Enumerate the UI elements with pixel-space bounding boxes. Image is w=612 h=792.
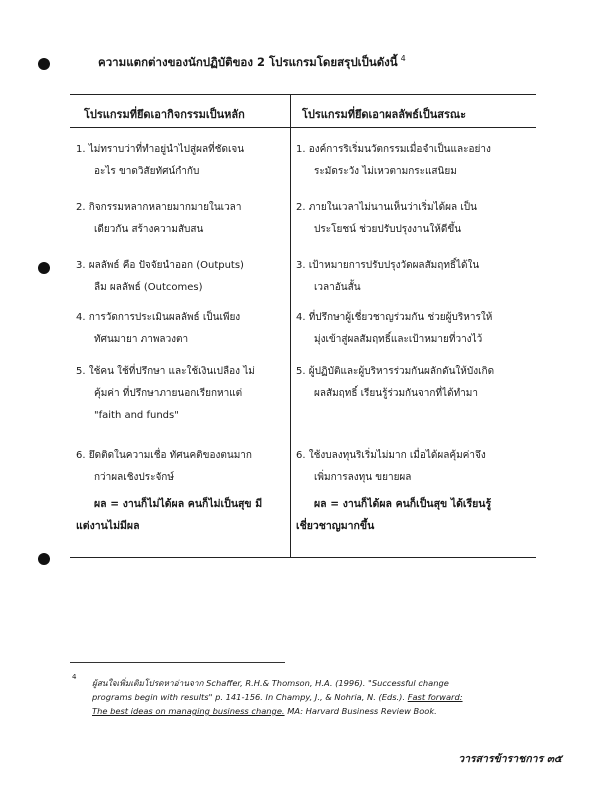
footnote-text xyxy=(92,676,542,718)
footnote-line-1: ผู้สนใจเพิ่มเติมโปรดหาอ่านจาก Schaffer, R.H.& Thomson, H.A. (1996). "Successful change xyxy=(92,678,449,688)
header-divider xyxy=(70,127,536,128)
binder-hole-middle xyxy=(38,262,50,274)
left-item-2: 2. กิจกรรมหลากหลายมากมายในเวลา เดียวกัน สร้างความสับสน xyxy=(76,202,242,235)
header-activity-program: โปรแกรมที่ยึดเอากิจกรรมเป็นหลัก xyxy=(84,108,245,121)
title-footnote-mark: 4 xyxy=(400,54,406,64)
right-item-6: 6. ใช้งบลงทุนริเริ่มไม่มาก เมื่อได้ผลคุ้มค่าจึง เพิ่มการลงทุน ขยายผล xyxy=(296,450,486,483)
header-result-program: โปรแกรมที่ยึดเอาผลลัพธ์เป็นสรณะ xyxy=(302,108,466,121)
binder-hole-top xyxy=(38,58,50,70)
left-item-4: 4. การวัดการประเมินผลลัพธ์ เป็นเพียง ทัศนมายา ภาพลวงตา xyxy=(76,312,241,345)
page-footer: วารสารข้าราชการ ๓๕ xyxy=(458,753,562,765)
right-item-5: 5. ผู้ปฏิบัติและผู้บริหารร่วมกันผลักดันให้บังเกิด ผลสัมฤทธิ์ เรียนรู้ร่วมกันจากที่ได้ทำมา xyxy=(296,366,495,399)
binder-hole-bottom xyxy=(38,553,50,565)
left-item-6: 6. ยึดติดในความเชื่อ ทัศนคติของตนมาก กว่าผลเชิงประจักษ์ xyxy=(76,450,252,483)
footnote-rule xyxy=(70,662,285,663)
footnote-number: 4 xyxy=(72,673,77,681)
section-title-text: ความแตกต่างของนักปฏิบัติของ 2 โปรแกรมโดยสรุปเป็นดังนี้ xyxy=(98,55,398,69)
column-divider xyxy=(290,95,291,557)
footnote-book-title-part1: Fast forward: xyxy=(407,692,463,702)
left-item-1: 1. ไม่ทราบว่าที่ทำอยู่นำไปสู่ผลที่ชัดเจน อะไร ขาดวิสัยทัศน์กำกับ xyxy=(76,144,245,177)
left-item-5: 5. ใช้คน ใช้ที่ปรึกษา และใช้เงินเปลือง ไม่ คุ้มค่า ที่ปรึกษาภายนอกเรียกหาแต่ "faith and funds" xyxy=(76,366,255,421)
section-title xyxy=(98,54,518,72)
right-item-1: 1. องค์การริเริ่มนวัตกรรมเมื่อจำเป็นและอย่าง ระมัดระวัง ไม่เหวตามกระแสนิยม xyxy=(296,144,491,177)
left-conclusion: ผล = งานก็ไม่ได้ผล คนก็ไม่เป็นสุข มี แต่งานไม่มีผล xyxy=(76,498,263,532)
footnote-book-title-part2: The best ideas on managing business change. xyxy=(92,706,285,716)
right-conclusion: ผล = งานก็ได้ผล คนก็เป็นสุข ได้เรียนรู้ เชี่ยวชาญมากขึ้น xyxy=(296,498,492,532)
right-item-4: 4. ที่ปรึกษาผู้เชี่ยวชาญร่วมกัน ช่วยผู้บริหารให้ มุ่งเข้าสู่ผลสัมฤทธิ์และเป้าหมายที่วางไว้ xyxy=(296,312,493,345)
right-item-2: 2. ภายในเวลาไม่นานเห็นว่าเริ่มได้ผล เป็น ประโยชน์ ช่วยปรับปรุงงานให้ดีขึ้น xyxy=(296,202,477,235)
footnote-line-2: programs begin with results" p. 141-156. In Champy, J., & Nohria, N. (Eds.). Fast forward: xyxy=(92,692,463,702)
comparison-table xyxy=(70,94,536,558)
left-item-3: 3. ผลลัพธ์ คือ ปัจจัยนำออก (Outputs) ลืม ผลลัพธ์ (Outcomes) xyxy=(76,260,244,293)
footnote-line-3: The best ideas on managing business change. MA: Harvard Business Review Book. xyxy=(92,706,437,716)
right-item-3: 3. เป้าหมายการปรับปรุงวัดผลสัมฤทธิ์ได้ใน เวลาอันสั้น xyxy=(296,260,480,293)
